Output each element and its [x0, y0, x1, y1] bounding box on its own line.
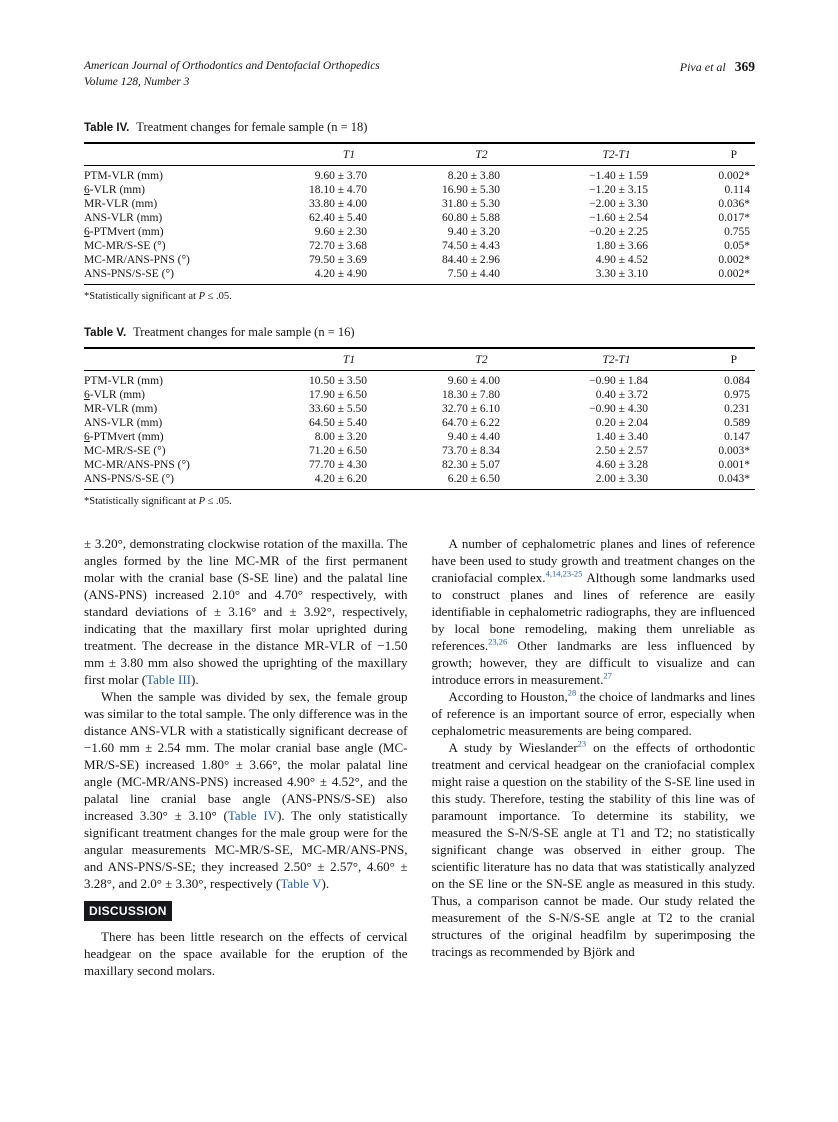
- table-row: [84, 388, 755, 402]
- table-iv-label: Table IV.: [84, 122, 130, 135]
- table-v-caption: [84, 325, 755, 340]
- cell-value: 64.70 ± 6.22: [441, 417, 500, 430]
- citation-ref[interactable]: 23: [577, 738, 587, 749]
- cell-value: 0.20 ± 2.04: [595, 417, 648, 430]
- page-number: 369: [734, 59, 755, 74]
- cell-value: −0.90 ± 4.30: [589, 403, 648, 416]
- col-header-p: P: [684, 143, 755, 166]
- table-row: [84, 416, 755, 430]
- cell-value: 0.40 ± 3.72: [595, 389, 648, 402]
- table-header-row: [84, 348, 755, 371]
- table-iv-section: [84, 120, 755, 302]
- journal-title: American Journal of Orthodontics and Dentofacial Orthopedics: [84, 60, 380, 72]
- cell-value: 1.80 ± 3.66: [595, 240, 648, 253]
- table-row: [84, 183, 755, 197]
- table-row: [84, 472, 755, 490]
- cell-value: −1.60 ± 2.54: [589, 212, 648, 225]
- table-v-section: [84, 325, 755, 507]
- row-label: 6-PTMvert (mm): [84, 431, 164, 444]
- cell-value: 4.90 ± 4.52: [595, 254, 648, 267]
- cell-value: 16.90 ± 5.30: [441, 184, 500, 197]
- cell-value: 0.043*: [718, 473, 750, 486]
- table-row: [84, 444, 755, 458]
- table-row: [84, 211, 755, 225]
- cell-value: 0.003*: [718, 445, 750, 458]
- row-label: MR-VLR (mm): [84, 198, 158, 211]
- cell-value: 77.70 ± 4.30: [308, 459, 367, 472]
- table-row: [84, 197, 755, 211]
- cell-value: 7.50 ± 4.40: [447, 268, 500, 281]
- row-label: 6-VLR (mm): [84, 184, 146, 197]
- cell-value: 82.30 ± 5.07: [441, 459, 500, 472]
- cell-value: 9.60 ± 4.00: [447, 375, 500, 388]
- citation-ref[interactable]: 23,26: [488, 636, 508, 647]
- table-reference-link[interactable]: Table V: [280, 876, 322, 892]
- col-header-measure: [84, 348, 284, 371]
- cell-value: −1.20 ± 3.15: [589, 184, 648, 197]
- row-label: 6-VLR (mm): [84, 389, 146, 402]
- treatment-table-female: [84, 142, 755, 285]
- cell-value: 4.20 ± 4.90: [314, 268, 367, 281]
- cell-value: 9.40 ± 3.20: [447, 226, 500, 239]
- cell-value: 0.589: [724, 417, 750, 430]
- cell-value: 33.80 ± 4.00: [308, 198, 367, 211]
- citation-ref[interactable]: 28: [567, 687, 577, 698]
- cell-value: 0.975: [724, 389, 750, 402]
- table-v-label: Table V.: [84, 327, 127, 340]
- cell-value: 9.40 ± 4.40: [447, 431, 500, 444]
- table-v-caption-text: Treatment changes for male sample (n = 16): [133, 325, 355, 340]
- table-iv-footnote: *Statistically significant at P ≤ .05.: [84, 291, 232, 303]
- col-header-t2-t1: T2-T1: [549, 348, 684, 371]
- cell-value: 0.084: [724, 375, 750, 388]
- row-label: ANS-VLR (mm): [84, 212, 163, 225]
- cell-value: 0.147: [724, 431, 750, 444]
- cell-value: 0.114: [724, 184, 750, 197]
- cell-value: −0.20 ± 2.25: [589, 226, 648, 239]
- cell-value: 4.20 ± 6.20: [314, 473, 367, 486]
- table-iv-caption-text: Treatment changes for female sample (n = 18): [136, 120, 368, 135]
- cell-value: 0.002*: [718, 268, 750, 281]
- cell-value: 18.10 ± 4.70: [308, 184, 367, 197]
- cell-value: 31.80 ± 5.30: [441, 198, 500, 211]
- cell-value: 0.05*: [724, 240, 750, 253]
- cell-value: 17.90 ± 6.50: [308, 389, 367, 402]
- citation-ref[interactable]: 4,14,23-25: [545, 568, 583, 579]
- row-label: ANS-PNS/S-SE (°): [84, 268, 174, 281]
- table-row: [84, 166, 755, 184]
- treatment-table-male: [84, 347, 755, 490]
- body-paragraph: ± 3.20°, demonstrating clockwise rotation of the maxilla. The angles formed by the line MC-MR of the first permanent molar with the cranial base (S-SE line) and the palatal line (ANS-PNS) increased 2.10° and 4.70° respectively, with standard deviations of ± 3.16° and ± 3.92°, respectively, indicating that the maxillary first molar uprighted during treatment. The decrease in the distance MR-VLR of −1.50 mm ± 3.80 mm also showed the uprighting of the maxillary first molar (Table III).: [84, 536, 408, 688]
- discussion-heading: DISCUSSION: [84, 901, 172, 921]
- cell-value: 1.40 ± 3.40: [595, 431, 648, 444]
- table-row: [84, 458, 755, 472]
- col-header-p: P: [684, 348, 755, 371]
- row-label: PTM-VLR (mm): [84, 170, 163, 183]
- cell-value: 8.20 ± 3.80: [447, 170, 500, 183]
- cell-value: 0.231: [724, 403, 750, 416]
- cell-value: 2.50 ± 2.57: [595, 445, 648, 458]
- cell-value: 8.00 ± 3.20: [314, 431, 367, 444]
- cell-value: 73.70 ± 8.34: [441, 445, 500, 458]
- cell-value: −2.00 ± 3.30: [589, 198, 648, 211]
- table-iv-caption: [84, 120, 755, 135]
- table-header-row: [84, 143, 755, 166]
- table-row: [84, 371, 755, 389]
- page-header: [84, 58, 755, 90]
- body-paragraph: When the sample was divided by sex, the female group was similar to the total sample. The only difference was in the distance ANS-VLR with a statistically significant decrease of −1.60 mm ± 2.54 mm. The molar cranial base angle (MC-MR/S-SE) increased 1.80° ± 3.66°, the molar palatal line angle (MC-MR/ANS-PNS) increased 4.90° ± 4.52°, and the palatal line cranial base angle (ANS-PNS/S-SE) also increased 3.30° ± 3.10° (Table IV). The only statistically significant treatment changes for the male group were for the angular measurements MC-MR/S-SE, MC-MR/ANS-PNS, and ANS-PNS/S-SE; they increased 2.50° ± 2.57°, 4.60° ± 3.28°, and 2.0° ± 3.30°, respectively (Table V).: [84, 689, 408, 892]
- row-label: ANS-PNS/S-SE (°): [84, 473, 174, 486]
- table-row: [84, 253, 755, 267]
- cell-value: 0.002*: [718, 170, 750, 183]
- table-row: [84, 267, 755, 285]
- cell-value: 3.30 ± 3.10: [595, 268, 648, 281]
- body-paragraph: A study by Wieslander$^{23}$ on the effects of orthodontic treatment and cervical headgear on the craniofacial complex might raise a question on the stability of the S-SE line used in this study. Therefore, testing the stability of this line was of paramount importance. To determine its stability, we measured the S-N/S-SE angle at T1 and T2; no statistically significant change was observed in either group. The scientific literature has no data that was statistically analyzed on the SE line or the SN-SE angle as measured in this study. Thus, a comparison cannot be made. Our study related the measurement of the S-N/S-SE angle at T2 to the cranial structures of the original headfilm by superimposing the tracings as recommended by Björk and: [431, 738, 755, 960]
- cell-value: 2.00 ± 3.30: [595, 473, 648, 486]
- cell-value: 60.80 ± 5.88: [441, 212, 500, 225]
- table-row: [84, 430, 755, 444]
- cell-value: 0.017*: [718, 212, 750, 225]
- running-head: [680, 58, 755, 75]
- cell-value: 6.20 ± 6.50: [447, 473, 500, 486]
- row-label: MC-MR/ANS-PNS (°): [84, 459, 190, 472]
- cell-value: 9.60 ± 2.30: [314, 226, 367, 239]
- cell-value: −1.40 ± 1.59: [589, 170, 648, 183]
- col-header-measure: [84, 143, 284, 166]
- table-row: [84, 225, 755, 239]
- cell-value: 32.70 ± 6.10: [441, 403, 500, 416]
- col-header-t2: T2: [414, 348, 549, 371]
- cell-value: 18.30 ± 7.80: [441, 389, 500, 402]
- cell-value: 10.50 ± 3.50: [308, 375, 367, 388]
- cell-value: 64.50 ± 5.40: [308, 417, 367, 430]
- cell-value: 0.002*: [718, 254, 750, 267]
- row-label: PTM-VLR (mm): [84, 375, 163, 388]
- body-paragraph: There has been little research on the effects of cervical headgear on the space available for the eruption of the maxillary second molars.: [84, 929, 408, 979]
- table-reference-link[interactable]: Table III: [146, 672, 192, 688]
- col-header-t2-t1: T2-T1: [549, 143, 684, 166]
- cell-value: 72.70 ± 3.68: [308, 240, 367, 253]
- body-columns: [84, 535, 755, 979]
- cell-value: −0.90 ± 1.84: [589, 375, 648, 388]
- journal-identification: [84, 58, 380, 90]
- cell-value: 79.50 ± 3.69: [308, 254, 367, 267]
- cell-value: 71.20 ± 6.50: [308, 445, 367, 458]
- table-row: [84, 239, 755, 253]
- right-column: [432, 535, 756, 979]
- cell-value: 9.60 ± 3.70: [314, 170, 367, 183]
- row-label: MC-MR/S-SE (°): [84, 445, 166, 458]
- row-label: MC-MR/ANS-PNS (°): [84, 254, 190, 267]
- body-paragraph: According to Houston,$^{28}$ the choice of landmarks and lines of reference is an important source of error, especially when cephalometric measurements are being compared.: [431, 687, 756, 739]
- cell-value: 74.50 ± 4.43: [441, 240, 500, 253]
- cell-value: 0.755: [724, 226, 750, 239]
- row-label: ANS-VLR (mm): [84, 417, 163, 430]
- cell-value: 0.036*: [718, 198, 750, 211]
- table-v-footnote: *Statistically significant at P ≤ .05.: [84, 496, 232, 508]
- col-header-t2: T2: [414, 143, 549, 166]
- cell-value: 0.001*: [718, 459, 750, 472]
- running-authors: Piva et al: [679, 60, 726, 74]
- col-header-t1: T1: [284, 348, 414, 371]
- cell-value: 84.40 ± 2.96: [441, 254, 500, 267]
- journal-volume: Volume 128, Number 3: [84, 76, 190, 89]
- cell-value: 33.60 ± 5.50: [308, 403, 367, 416]
- cell-value: 4.60 ± 3.28: [595, 459, 648, 472]
- col-header-t1: T1: [284, 143, 414, 166]
- row-label: MC-MR/S-SE (°): [84, 240, 166, 253]
- citation-ref[interactable]: 27: [603, 670, 612, 681]
- table-reference-link[interactable]: Table IV: [227, 808, 278, 824]
- table-row: [84, 402, 755, 416]
- left-column: [84, 535, 408, 979]
- cell-value: 62.40 ± 5.40: [308, 212, 367, 225]
- row-label: MR-VLR (mm): [84, 403, 158, 416]
- row-label: 6-PTMvert (mm): [84, 226, 164, 239]
- body-paragraph: A number of cephalometric planes and lines of reference have been used to study growth and treatment changes on the craniofacial complex.$^{4,14,23-25}$ Although some landmarks used to construct planes and lines of reference are easily identifiable in cephalometric radiographs, they are influenced by local bone remodeling, making them unreliable as references.$^{23,26}$ Other landmarks are less influenced by growth; however, they are difficult to visualize and can introduce errors in measurement.$^{27}$: [431, 536, 755, 688]
